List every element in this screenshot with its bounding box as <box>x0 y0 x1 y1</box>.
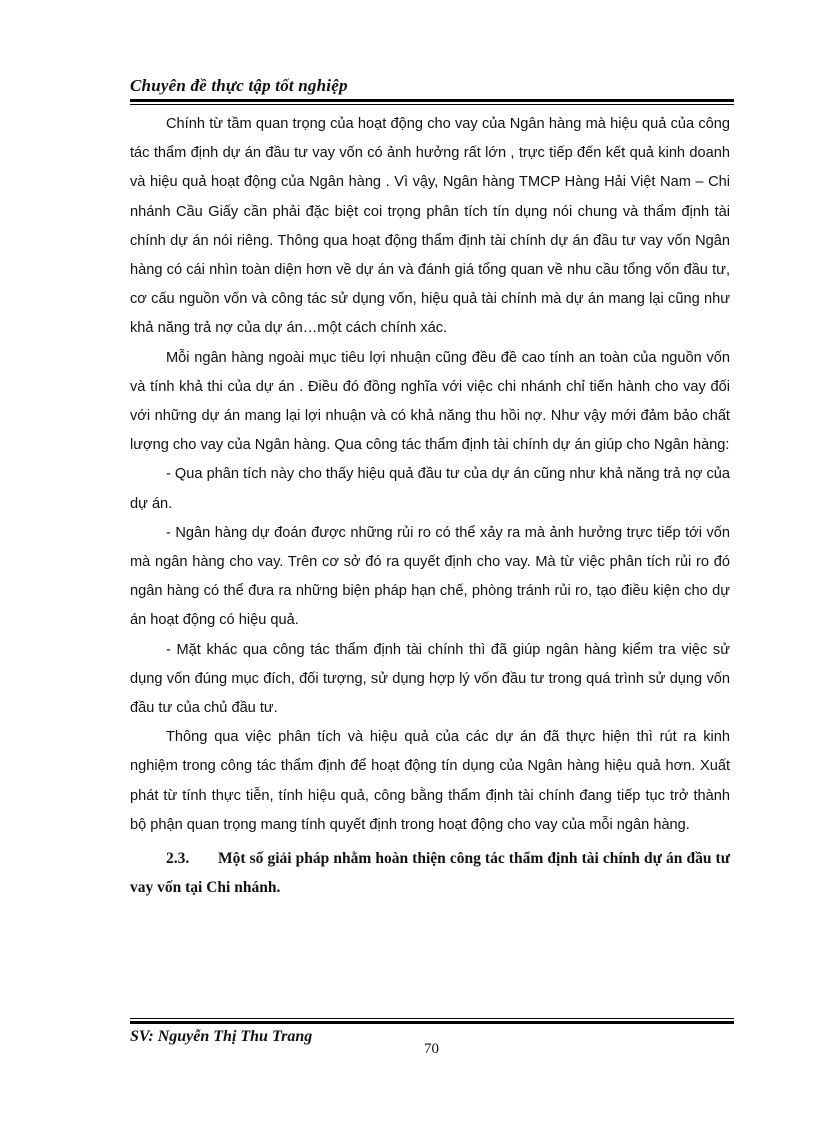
section-heading <box>130 844 730 902</box>
page-number: 70 <box>424 1041 439 1057</box>
paragraph-3: Thông qua việc phân tích và hiệu quả của các dự án đã thực hiện thì rút ra kinh nghiệm trong công tác thẩm định để hoạt động tín dụng của Ngân hàng hiệu quả hơn. Xuất phát từ tính thực tiễn, tính hiệu quả, công bằng thẩm định tài chính đang tiếp tục trở thành bộ phận quan trọng mang tính quyết định trong hoạt động cho vay của mỗi ngân hàng. <box>130 729 730 833</box>
document-body <box>130 110 730 902</box>
footer-rule-thin <box>130 1018 734 1019</box>
bullet-item-2: - Ngân hàng dự đoán được những rủi ro có thể xảy ra mà ảnh hưởng trực tiếp tới vốn mà ngân hàng cho vay. Trên cơ sở đó ra quyết định cho vay. Mà từ việc phân tích rủi ro đó ngân hàng có thể đưa ra những biện pháp hạn chế, phòng tránh rủi ro, tạo điều kiện cho dự án hoạt động có hiệu quả. <box>130 524 730 629</box>
footer-rule-thick <box>130 1021 734 1024</box>
header-title: Chuyên đề thực tập tốt nghiệp <box>130 76 348 95</box>
section-heading-text: Một số giải pháp nhằm hoàn thiện công tác thẩm định tài chính dự án đầu tư vay vốn tại Chi nhánh. <box>130 850 730 897</box>
header-rule-thick <box>130 99 734 102</box>
footer-author: SV: Nguyễn Thị Thu Trang <box>130 1028 313 1045</box>
paragraph-2: Mỗi ngân hàng ngoài mục tiêu lợi nhuận cũng đều đề cao tính an toàn của nguồn vốn và tính khả thi của dự án . Điều đó đồng nghĩa với việc chi nhánh chỉ tiến hành cho vay đối với những dự án mang lại lợi nhuận và có khả năng thu hồi nợ. Như vậy mới đảm bảo chất lượng cho vay của Ngân hàng. Qua công tác thẩm định tài chính dự án giúp cho Ngân hàng: <box>130 349 730 454</box>
paragraph-1: Chính từ tầm quan trọng của hoạt động cho vay của Ngân hàng mà hiệu quả của công tác thẩm định dự án đầu tư vay vốn có ảnh hưởng rất lớn , trực tiếp đến kết quả kinh doanh và hiệu quả hoạt động của Ngân hàng . Vì vậy, Ngân hàng TMCP Hàng Hải Việt Nam – Chi nhánh Cầu Giấy cần phải đặc biệt coi trọng phân tích tín dụng nói chung và thẩm định tài chính dự án nói riêng. Thông qua hoạt động thẩm định tài chính dự án đầu tư vay vốn Ngân hàng có cái nhìn toàn diện hơn về dự án và đánh giá tổng quan về nhu cầu tổng vốn đầu tư, cơ cấu nguồn vốn và công tác sử dụng vốn, hiệu quả tài chính mà dự án mang lại cũng như khả năng trả nợ của dự án…một cách chính xác. <box>130 116 730 337</box>
bullet-item-1: - Qua phân tích này cho thấy hiệu quả đầu tư của dự án cũng như khả năng trả nợ của dự án. <box>130 466 730 512</box>
bullet-item-3: - Mặt khác qua công tác thẩm định tài chính thì đã giúp ngân hàng kiểm tra việc sử dụng vốn đúng mục đích, đối tượng, sử dụng hợp lý vốn đầu tư trong quá trình sử dụng vốn đầu tư của chủ đầu tư. <box>130 641 730 717</box>
section-heading-number: 2.3. <box>166 850 190 868</box>
header-rule-thin <box>130 104 734 105</box>
